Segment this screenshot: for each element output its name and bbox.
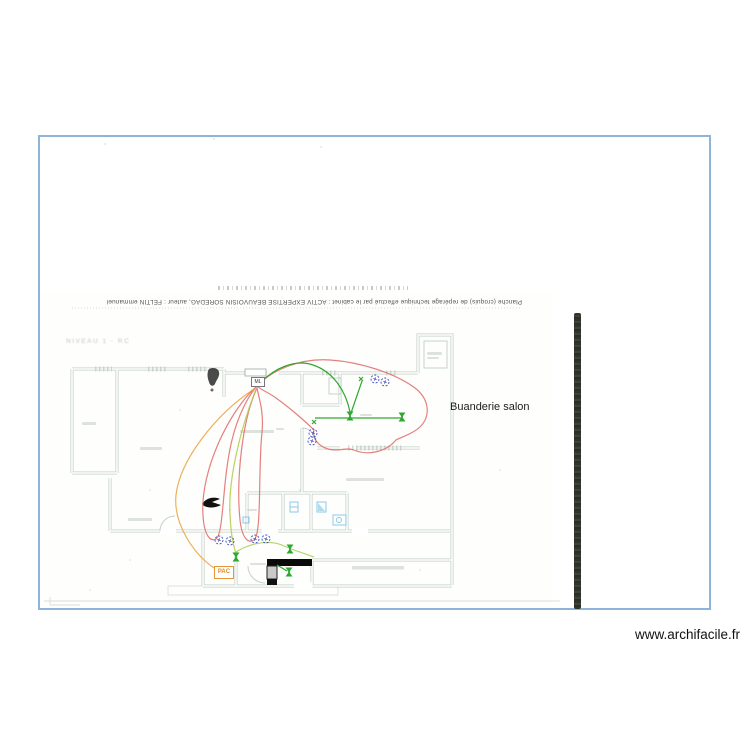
scan-edge-strip (574, 313, 581, 609)
level-label: NIVEAU 1 - RC (66, 338, 131, 345)
flipped-header-text: Planche (croquis) de repérage technique effectué par le cabinet : ACTIV EXPERTISE BEAUVOISIN SOREDAG, auteur : FELTIN emmanuel (106, 298, 522, 305)
illegible-subheader-smudge (218, 286, 408, 290)
watermark: www.archifacile.fr (635, 627, 741, 642)
pac-label-box: PAC (214, 566, 234, 579)
column (267, 566, 277, 579)
room-annotation: Buanderie salon (450, 401, 530, 413)
highlighted-wall (267, 559, 312, 566)
ml-label-box: ML (251, 377, 265, 387)
